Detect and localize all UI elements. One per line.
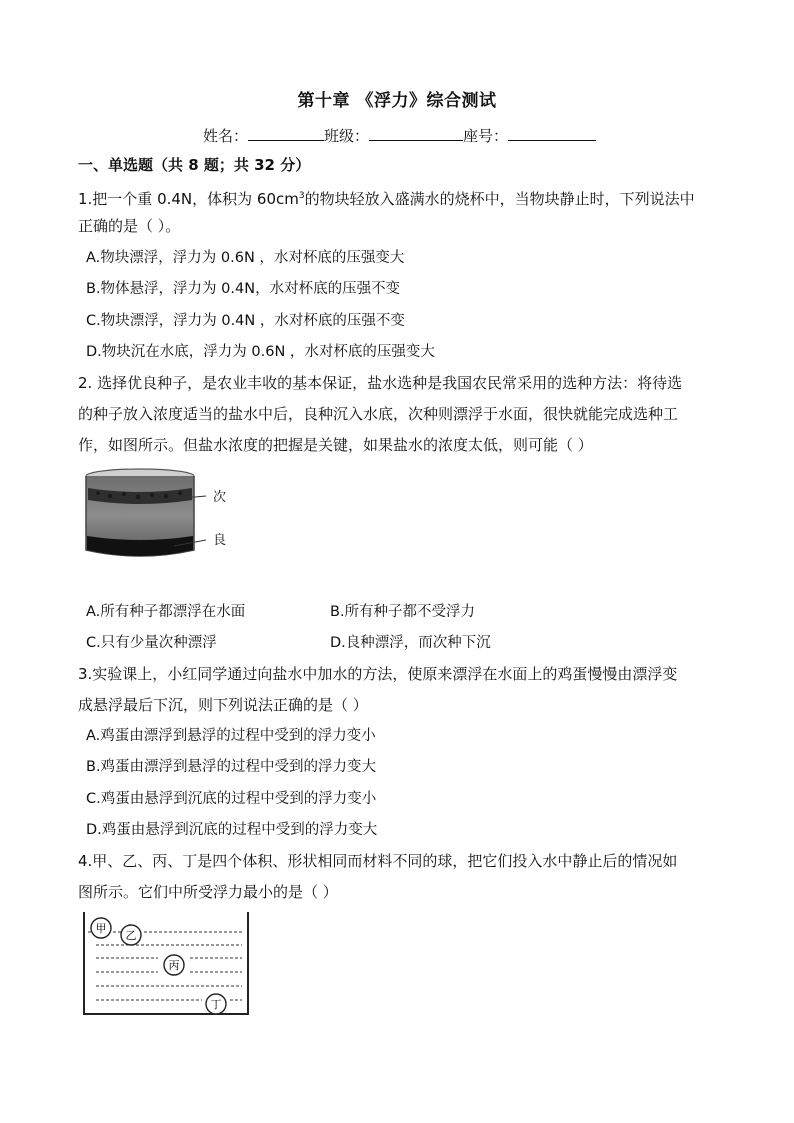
q2-option-d[interactable]: D.良种漂浮，而次种下沉 bbox=[330, 635, 491, 651]
name-label: 姓名： bbox=[203, 127, 249, 145]
class-label: 班级： bbox=[324, 127, 370, 145]
label-inferior-seeds: 次 bbox=[213, 490, 227, 505]
q3-stem-line-1: 3.实验课上，小红同学通过向盐水中加水的方法，使原来漂浮在水面上的鸡蛋慢慢由漂浮变 bbox=[78, 665, 678, 683]
q1-option-d[interactable]: D.物块沉在水底，浮力为 0.6N ，水对杯底的压强变大 bbox=[86, 344, 435, 360]
q2-option-b[interactable]: B.所有种子都不受浮力 bbox=[330, 604, 476, 620]
ball-ding-label: 丁 bbox=[210, 998, 222, 1011]
name-blank[interactable] bbox=[248, 124, 324, 141]
student-info-row bbox=[203, 124, 596, 146]
q1-option-a[interactable]: A.物块漂浮，浮力为 0.6N ，水对杯底的压强变大 bbox=[86, 250, 405, 266]
q1-stem-line-2: 正确的是（ ）。 bbox=[78, 217, 181, 235]
q3-option-d[interactable]: D.鸡蛋由悬浮到沉底的过程中受到的浮力变大 bbox=[86, 822, 378, 838]
seat-blank[interactable] bbox=[508, 124, 596, 141]
q3-stem-line-2: 成悬浮最后下沉，则下列说法正确的是（ ） bbox=[78, 696, 368, 714]
ball-jia-label: 甲 bbox=[95, 922, 107, 935]
label-good-seeds: 良 bbox=[213, 533, 227, 548]
q4-stem-line-2: 图所示。它们中所受浮力最小的是（ ） bbox=[78, 883, 338, 901]
q1-superscript: 3 bbox=[298, 191, 305, 201]
q2-option-a[interactable]: A.所有种子都漂浮在水面 bbox=[86, 604, 246, 620]
seat-label: 座号： bbox=[463, 127, 509, 145]
q3-option-a[interactable]: A.鸡蛋由漂浮到悬浮的过程中受到的浮力变小 bbox=[86, 728, 376, 744]
four-balls-figure bbox=[82, 910, 252, 1020]
class-blank[interactable] bbox=[369, 124, 463, 141]
q1-stem-text-a: 1.把一个重 0.4N，体积为 60cm bbox=[78, 190, 299, 208]
section-heading: 一、单选题（共 8 题；共 32 分） bbox=[78, 156, 311, 174]
q3-option-b[interactable]: B.鸡蛋由漂浮到悬浮的过程中受到的浮力变大 bbox=[86, 759, 377, 775]
q2-stem-line-1: 2. 选择优良种子，是农业丰收的基本保证，盐水选种是我国农民常采用的选种方法：将待选 bbox=[78, 374, 683, 392]
ball-bing-label: 丙 bbox=[168, 959, 180, 972]
page-title: 第十章 《浮力》综合测试 bbox=[297, 91, 497, 111]
q1-stem-line-1 bbox=[78, 186, 695, 209]
q2-stem-line-2: 的种子放入浓度适当的盐水中后，良种沉入水底，次种则漂浮于水面，很快就能完成选种工 bbox=[78, 405, 679, 423]
seed-beaker-figure bbox=[78, 466, 238, 566]
q4-stem-line-1: 4.甲、乙、丙、丁是四个体积、形状相同而材料不同的球，把它们投入水中静止后的情况如 bbox=[78, 852, 678, 870]
q1-stem-text-b: 的物块轻放入盛满水的烧杯中，当物块静止时，下列说法中 bbox=[304, 190, 695, 208]
q2-option-c[interactable]: C.只有少量次种漂浮 bbox=[86, 635, 217, 651]
q1-option-c[interactable]: C.物块漂浮，浮力为 0.4N ，水对杯底的压强不变 bbox=[86, 313, 405, 329]
q1-option-b[interactable]: B.物体悬浮，浮力为 0.4N，水对杯底的压强不变 bbox=[86, 281, 401, 297]
ball-yi-label: 乙 bbox=[125, 929, 137, 942]
q3-option-c[interactable]: C.鸡蛋由悬浮到沉底的过程中受到的浮力变小 bbox=[86, 791, 377, 807]
q2-stem-line-3: 作，如图所示。但盐水浓度的把握是关键，如果盐水的浓度太低，则可能（ ） bbox=[78, 436, 593, 454]
